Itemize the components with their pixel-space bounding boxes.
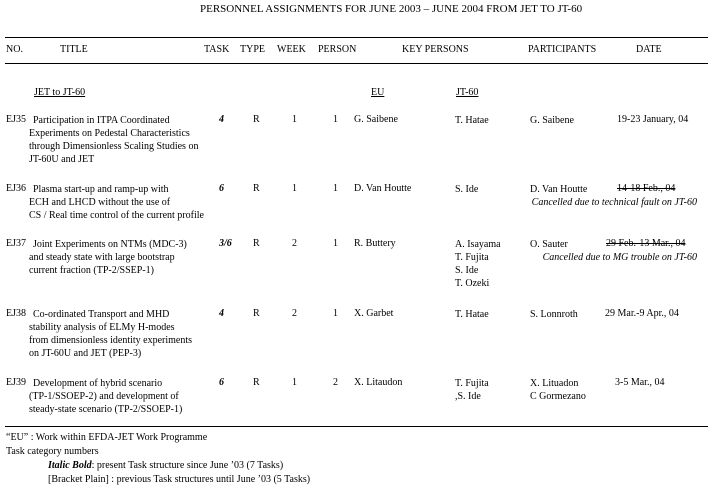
row-title — [6, 377, 241, 416]
jt60-person: T. Fujita — [455, 378, 489, 389]
row-week: 1 — [292, 114, 297, 125]
row-title-line: Co-ordinated Transport and MHD — [33, 309, 170, 320]
row-week: 2 — [292, 238, 297, 249]
participant: S. Lonnroth — [530, 309, 578, 320]
row-type: R — [253, 308, 260, 319]
participant: O. Sauter — [530, 239, 568, 250]
row-title-line: ECH and LHCD without the use of — [29, 197, 171, 208]
row-person: 2 — [333, 377, 338, 388]
row-jt60-key-persons — [455, 308, 489, 321]
row-number: EJ37 — [6, 238, 26, 249]
row-person: 1 — [333, 114, 338, 125]
row-date: 3-5 Mar., 04 — [615, 377, 665, 388]
row-type: R — [253, 183, 260, 194]
row-participants — [530, 183, 587, 196]
row-type: R — [253, 238, 260, 249]
row-type: R — [253, 377, 260, 388]
header-key-persons: KEY PERSONS — [402, 44, 469, 55]
row-cancel-note: Cancelled due to MG trouble on JT-60 — [542, 252, 697, 263]
row-eu-key-person: R. Buttery — [354, 238, 396, 249]
row-jt60-key-persons — [455, 114, 489, 127]
row-date: 19-23 January, 04 — [617, 114, 689, 125]
row-title — [6, 183, 241, 222]
row-title-line: Joint Experiments on NTMs (MDC-3) — [33, 239, 187, 250]
header-no: NO. — [6, 44, 23, 55]
row-title-line: Experiments on Pedestal Characteristics — [29, 128, 190, 139]
participant: X. Lituadon — [530, 378, 579, 389]
jt60-person: S. Ide — [455, 265, 479, 276]
row-eu-key-person: G. Saibene — [354, 114, 398, 125]
row-type: R — [253, 114, 260, 125]
footer-italic-bold-line — [48, 460, 283, 471]
subheader-jt60: JT-60 — [456, 87, 479, 98]
jt60-person: A. Isayama — [455, 239, 501, 250]
row-title-line: through Dimensionless Scaling Studies on — [29, 141, 199, 152]
header-task: TASK — [204, 44, 230, 55]
row-date: 14-18 Feb., 04 — [617, 183, 676, 194]
row-number: EJ36 — [6, 183, 26, 194]
row-title-line: (TP-1/SSOEP-2) and development of — [29, 391, 179, 402]
row-week: 1 — [292, 377, 297, 388]
footer-bracket-line: [Bracket Plain] : previous Task structures until June ’03 (5 Tasks) — [48, 474, 311, 485]
header-type: TYPE — [240, 44, 265, 55]
top-rule — [5, 37, 708, 38]
row-week: 1 — [292, 183, 297, 194]
row-number: EJ38 — [6, 308, 26, 319]
row-participants — [530, 308, 578, 321]
row-eu-key-person: X. Garbet — [354, 308, 394, 319]
row-title-line: JT-60U and JET — [29, 154, 95, 165]
row-date: 29 Feb.-13 Mar., 04 — [606, 238, 686, 249]
row-participants — [530, 377, 586, 403]
row-title-line: stability analysis of ELMy H-modes — [29, 322, 175, 333]
participant: G. Saibene — [530, 115, 574, 126]
row-jt60-key-persons — [455, 377, 489, 403]
row-number: EJ35 — [6, 114, 26, 125]
row-title-line: from dimensionless identity experiments — [29, 335, 193, 346]
row-jt60-key-persons — [455, 183, 478, 196]
italic-bold-text: : present Task structure since June ’03 (7 Tasks) — [91, 460, 284, 471]
header-rule — [5, 63, 708, 64]
row-title — [6, 114, 241, 166]
jt60-person: S. Ide — [455, 184, 479, 195]
row-person: 1 — [333, 238, 338, 249]
subheader-eu: EU — [371, 87, 385, 98]
jt60-person: ,S. Ide — [455, 391, 481, 402]
row-title-line: and steady state with large bootstrap — [29, 252, 175, 263]
subheader-direction: JET to JT-60 — [34, 87, 86, 98]
row-person: 1 — [333, 183, 338, 194]
row-title-line: steady-state scenario (TP-2/SSOEP-1) — [29, 404, 183, 415]
jt60-person: T. Ozeki — [455, 278, 490, 289]
header-week: WEEK — [277, 44, 306, 55]
row-participants — [530, 114, 574, 127]
header-person: PERSON — [318, 44, 357, 55]
row-date: 29 Mar.-9 Apr., 04 — [605, 308, 679, 319]
row-cancel-note: Cancelled due to technical fault on JT-60 — [531, 197, 697, 208]
jt60-person: T. Hatae — [455, 115, 489, 126]
row-task: 4 — [219, 308, 224, 319]
row-week: 2 — [292, 308, 297, 319]
header-date: DATE — [636, 44, 662, 55]
row-title-line: on JT-60U and JET (PEP-3) — [29, 348, 142, 359]
header-participants: PARTICIPANTS — [528, 44, 597, 55]
italic-bold-label: Italic Bold — [48, 460, 92, 471]
row-task: 3/6 — [219, 238, 232, 249]
row-title-line: Development of hybrid scenario — [33, 378, 163, 389]
row-task: 6 — [219, 377, 224, 388]
row-task: 6 — [219, 183, 224, 194]
row-eu-key-person: D. Van Houtte — [354, 183, 412, 194]
jt60-person: T. Fujita — [455, 252, 489, 263]
row-participants — [530, 238, 568, 251]
bottom-rule — [5, 426, 708, 427]
row-title — [6, 308, 241, 360]
document-title: PERSONNEL ASSIGNMENTS FOR JUNE 2003 – JUNE 2004 FROM JET TO JT-60 — [200, 3, 583, 15]
footer-task-category: Task category numbers — [6, 446, 99, 457]
participant: D. Van Houtte — [530, 184, 588, 195]
row-jt60-key-persons — [455, 238, 501, 290]
row-title — [6, 238, 241, 277]
row-number: EJ39 — [6, 377, 26, 388]
row-task: 4 — [219, 114, 224, 125]
row-title-line: CS / Real time control of the current profile — [29, 210, 204, 221]
row-title-line: Participation in ITPA Coordinated — [33, 115, 170, 126]
row-title-line: Plasma start-up and ramp-up with — [33, 184, 169, 195]
header-title: TITLE — [60, 44, 88, 55]
jt60-person: T. Hatae — [455, 309, 489, 320]
participant: C Gormezano — [530, 391, 586, 402]
row-eu-key-person: X. Litaudon — [354, 377, 403, 388]
row-title-line: current fraction (TP-2/SSEP-1) — [29, 265, 154, 276]
row-person: 1 — [333, 308, 338, 319]
footer-eu-note: “EU” : Work within EFDA-JET Work Programme — [6, 432, 208, 443]
